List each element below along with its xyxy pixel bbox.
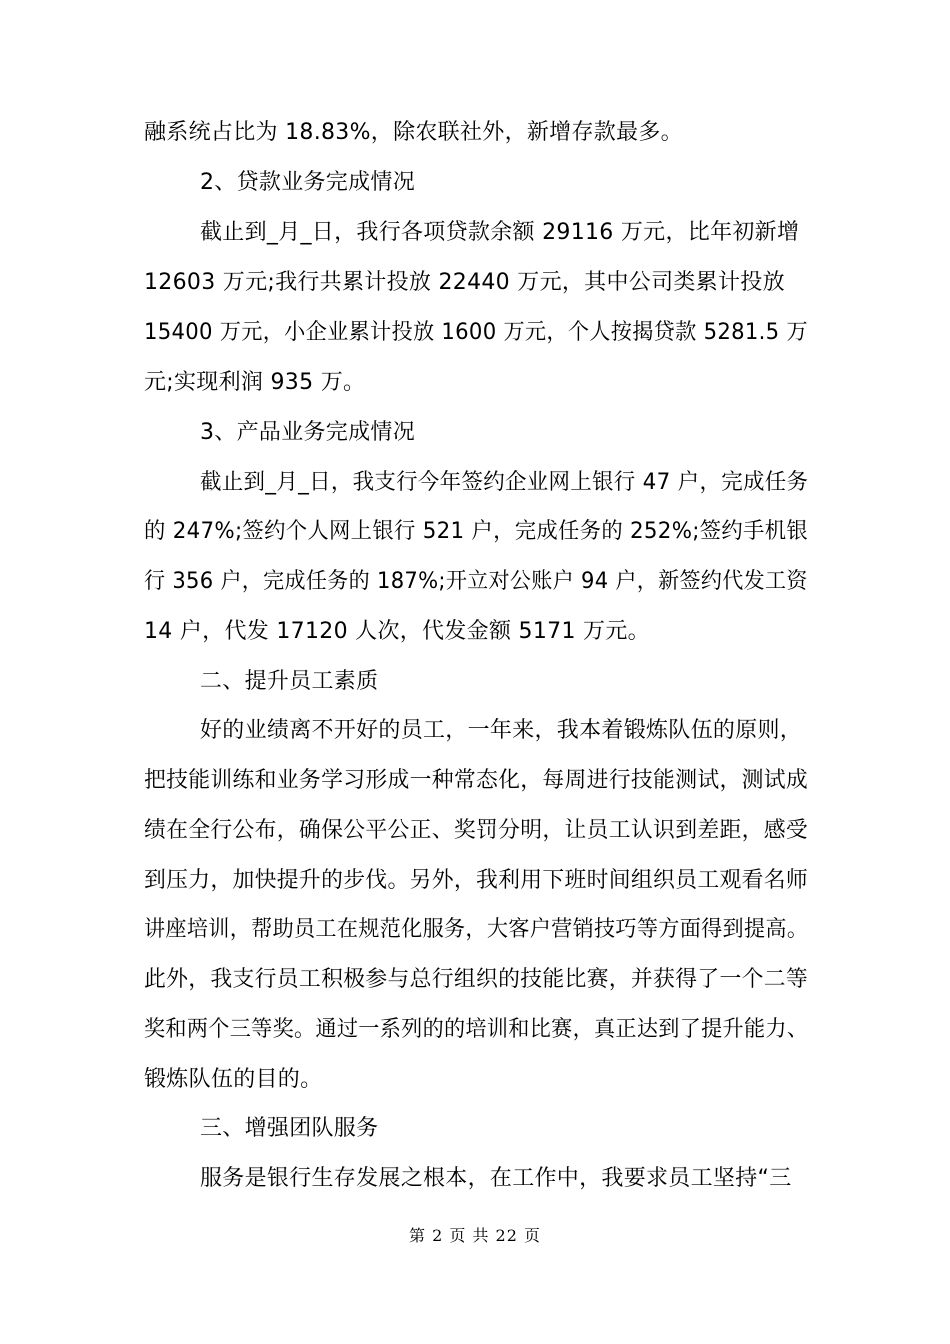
paragraph-line: 的 247%;签约个人网上银行 521 户，完成任务的 252%;签约手机银 bbox=[144, 519, 809, 544]
paragraph-line: 奖和两个三等奖。通过一系列的的培训和比赛，真正达到了提升能力、 bbox=[144, 1017, 809, 1042]
section-heading: 三、增强团队服务 bbox=[200, 1116, 379, 1141]
paragraph-line: 截止到_月_日，我行各项贷款余额 29116 万元，比年初新增 bbox=[200, 220, 800, 245]
paragraph-line: 到压力，加快提升的步伐。另外，我利用下班时间组织员工观看名师 bbox=[144, 868, 808, 893]
paragraph-line: 把技能训练和业务学习形成一种常态化，每周进行技能测试，测试成 bbox=[144, 768, 808, 793]
paragraph-line: 融系统占比为 18.83%，除农联社外，新增存款最多。 bbox=[144, 120, 683, 145]
section-heading: 二、提升员工素质 bbox=[200, 669, 379, 694]
paragraph-line: 行 356 户，完成任务的 187%;开立对公账户 94 户，新签约代发工资 bbox=[144, 569, 808, 594]
paragraph-line: 绩在全行公布，确保公平公正、奖罚分明，让员工认识到差距，感受 bbox=[144, 818, 808, 843]
paragraph-line: 锻炼队伍的目的。 bbox=[144, 1067, 323, 1092]
paragraph-line: 14 户，代发 17120 人次，代发金额 5171 万元。 bbox=[144, 619, 650, 644]
section-heading: 2、贷款业务完成情况 bbox=[200, 170, 415, 195]
paragraph-line: 截止到_月_日，我支行今年签约企业网上银行 47 户，完成任务 bbox=[200, 470, 809, 495]
section-heading: 3、产品业务完成情况 bbox=[200, 420, 415, 445]
paragraph-line: 服务是银行生存发展之根本，在工作中，我要求员工坚持“三 bbox=[200, 1166, 792, 1191]
paragraph-line: 好的业绩离不开好的员工，一年来，我本着锻炼队伍的原则， bbox=[200, 718, 803, 743]
paragraph-line: 元;实现利润 935 万。 bbox=[144, 370, 366, 395]
paragraph-line: 讲座培训，帮助员工在规范化服务，大客户营销技巧等方面得到提高。 bbox=[144, 917, 809, 942]
paragraph-line: 12603 万元;我行共累计投放 22440 万元，其中公司类累计投放 bbox=[144, 270, 785, 295]
paragraph-line: 此外，我支行员工积极参与总行组织的技能比赛，并获得了一个二等 bbox=[144, 967, 808, 992]
page-number-footer: 第 2 页 共 22 页 bbox=[409, 1226, 541, 1245]
paragraph-line: 15400 万元，小企业累计投放 1600 万元，个人按揭贷款 5281.5 万 bbox=[144, 320, 808, 345]
